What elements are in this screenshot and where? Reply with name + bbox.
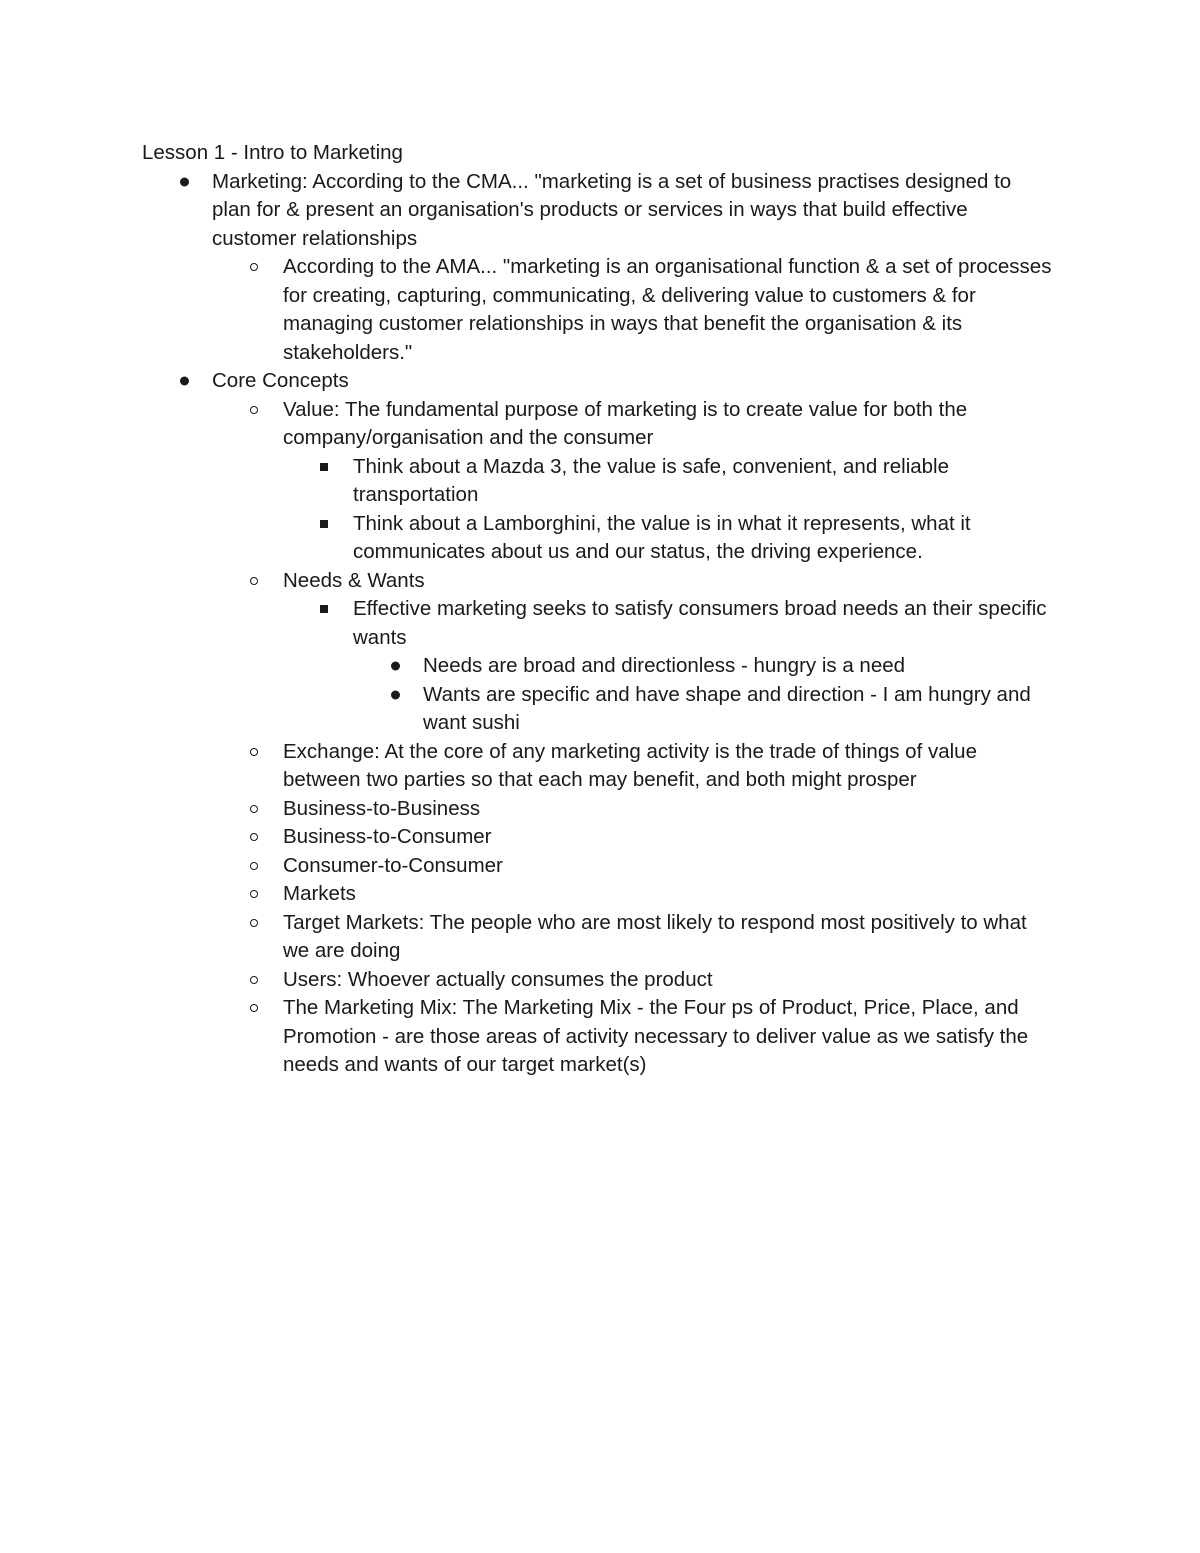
- bullet-list: [142, 168, 1082, 1080]
- list-item-text: Value: The fundamental purpose of marketing is to create value for both the company/organisation and the consumer: [283, 397, 968, 449]
- list-item-text: Users: Whoever actually consumes the product: [283, 967, 713, 991]
- circle-bullet-icon: [250, 406, 258, 414]
- circle-bullet-icon: [250, 862, 258, 870]
- square-bullet-icon: [320, 605, 328, 613]
- circle-bullet-icon: [250, 833, 258, 841]
- list-item: [142, 367, 1052, 396]
- circle-bullet-icon: [250, 577, 258, 585]
- list-item-text: Needs & Wants: [283, 568, 425, 592]
- list-item-text: Target Markets: The people who are most likely to respond most positively to what we are doing: [283, 910, 1027, 962]
- circle-bullet-icon: [250, 976, 258, 984]
- list-item-text: Business-to-Consumer: [283, 825, 492, 848]
- circle-bullet-icon: [250, 890, 258, 898]
- list-item-text: Exchange: At the core of any marketing activity is the trade of things of value between two parties so that each may benefit, and both might prosper: [283, 739, 977, 791]
- circle-bullet-icon: [250, 1004, 258, 1012]
- disc-bullet-icon: [180, 377, 189, 386]
- list-item-text: Core Concepts: [212, 369, 349, 392]
- list-item-text: Needs are broad and directionless - hungry is a need: [423, 654, 906, 677]
- disc-bullet-icon: [180, 177, 189, 186]
- disc-bullet-icon: [391, 662, 400, 671]
- list-item: [142, 681, 1053, 738]
- list-item-text: The Marketing Mix: The Marketing Mix - the Four ps of Product, Price, Place, and Promotion - are those areas of activity necessary to deliver value as we satisfy the needs and wants of our target market(s): [283, 996, 1029, 1076]
- list-item-text: Think about a Lamborghini, the value is in what it represents, what it communicates about us and our status, the driving experience.: [353, 511, 971, 563]
- list-item: [142, 823, 1053, 852]
- list-item-text: Marketing: According to the CMA... "marketing is a set of business practises designed to plan for & present an organisation's products or services in ways that build effective customer relationships: [212, 169, 1012, 250]
- list-item: [142, 966, 1053, 995]
- list-item-text: Effective marketing seeks to satisfy consumers broad needs an their specific wants: [353, 597, 1047, 649]
- list-item: [142, 795, 1053, 824]
- list-item: [142, 994, 1053, 1080]
- list-item: [142, 453, 1053, 510]
- list-item-text: Wants are specific and have shape and direction - I am hungry and want sushi: [423, 682, 1031, 734]
- square-bullet-icon: [320, 463, 328, 471]
- list-item: [142, 595, 1053, 652]
- list-item: [142, 567, 1053, 596]
- circle-bullet-icon: [250, 919, 258, 927]
- list-item: [142, 909, 1053, 966]
- list-item: [142, 852, 1053, 881]
- circle-bullet-icon: [250, 805, 258, 813]
- circle-bullet-icon: [250, 263, 258, 271]
- list-item-text: Consumer-to-Consumer: [283, 853, 503, 877]
- list-item: [142, 253, 1053, 367]
- list-item-text: Business-to-Business: [283, 796, 481, 820]
- list-item: [142, 168, 1052, 254]
- list-item: [142, 880, 1053, 909]
- list-item-text: According to the AMA... "marketing is an organisational function & a set of processes for creating, capturing, communicating, & delivering value to customers & for managing customer relationships in ways that benefit the organisation & its stakeholders.": [283, 255, 1052, 364]
- list-item-text: Markets: [283, 882, 356, 905]
- document-title: Lesson 1 - Intro to Marketing: [142, 141, 403, 164]
- list-item: [142, 652, 1053, 681]
- list-item: [142, 738, 1053, 795]
- square-bullet-icon: [320, 520, 328, 528]
- circle-bullet-icon: [250, 748, 258, 756]
- list-item: [142, 510, 1053, 567]
- document-body: [142, 139, 1082, 1080]
- list-item: [142, 396, 1053, 453]
- disc-bullet-icon: [391, 690, 400, 699]
- list-item-text: Think about a Mazda 3, the value is safe, convenient, and reliable transportation: [353, 454, 950, 506]
